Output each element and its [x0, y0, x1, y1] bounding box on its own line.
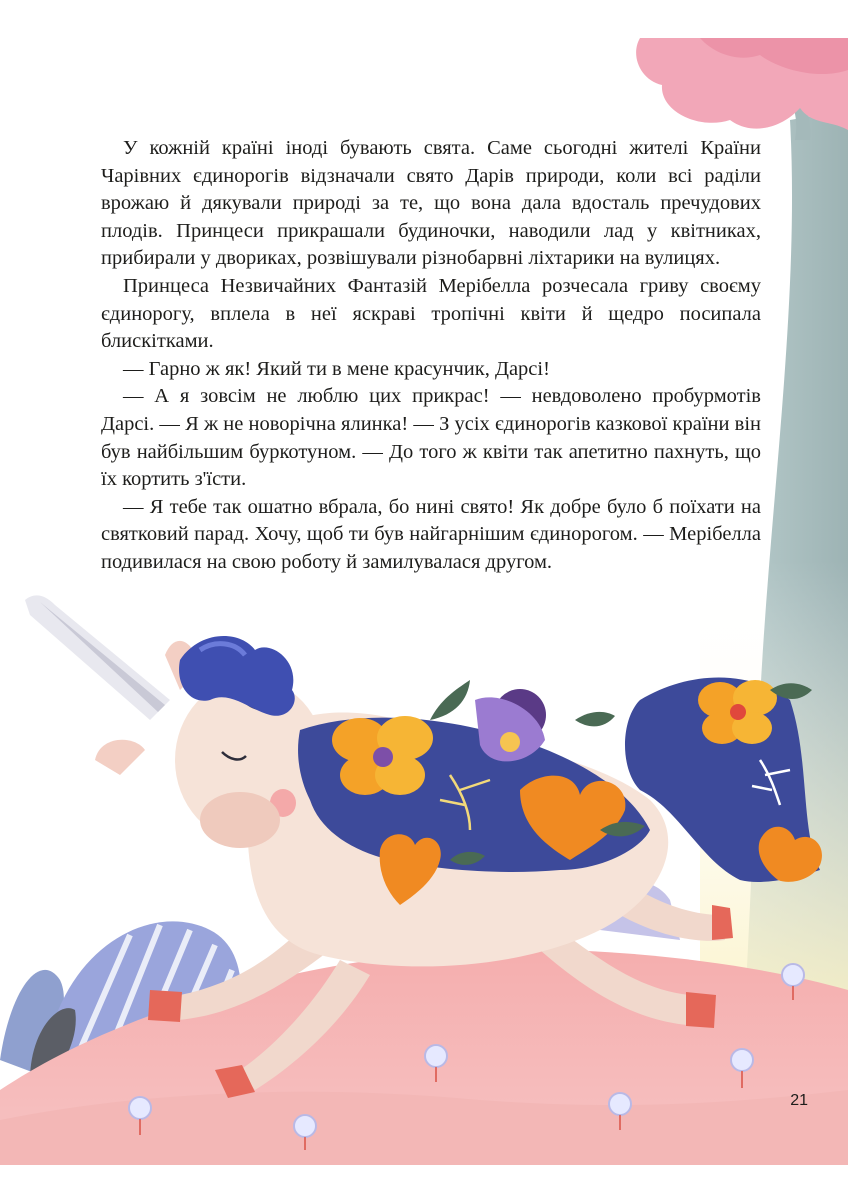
flower-center	[730, 704, 746, 720]
dialogue-line: — А я зовсім не люблю цих прикрас! — невдоволено пробурмотів Дарсі. — Я ж не новорічна ялинка! — З усіх єдинорогів казкової країни він був найбільшим буркотуном. — До того ж квіти так апетитно пахнуть, що їх кортить з'їсти.	[101, 385, 761, 491]
leaf	[575, 712, 615, 726]
page-number: 21	[790, 1092, 808, 1109]
flower-center	[500, 732, 520, 752]
unicorn-hoof	[712, 905, 733, 940]
story-text	[101, 135, 761, 577]
meadow-flower	[294, 1115, 316, 1137]
meadow-flower	[782, 964, 804, 986]
meadow-flower	[425, 1045, 447, 1067]
meadow-flower	[129, 1097, 151, 1119]
unicorn-snout	[200, 792, 280, 848]
unicorn-hoof	[148, 990, 182, 1022]
meadow-flower	[609, 1093, 631, 1115]
story-paragraph: Принцеса Незвичайних Фантазій Мерібелла розчесала гриву своєму єдинорогу, вплела в неї яскраві тропічні квіти й щедро посипала блискітками.	[101, 274, 761, 353]
leaf	[430, 680, 470, 720]
purple-flower	[475, 689, 546, 761]
dialogue-line: — Я тебе так ошатно вбрала, бо нині свято! Як добре було б поїхати на святковий парад. Хочу, щоб ти був найгарнішим єдинорогом. — Мерібелла подивилася на свою роботу й замилувалася другом.	[101, 495, 761, 573]
yellow-flower-tail	[698, 680, 777, 744]
flower-center	[373, 747, 393, 767]
unicorn-horn-shade	[40, 602, 165, 712]
story-paragraph: У кожній країні іноді бувають свята. Саме сьогодні жителі Країни Чарівних єдинорогів відзначали свято Дарів природи, коли всі раділи врожаю й дякували природі за те, що вона дала вдосталь пречудових плодів. Принцеси прикрашали будиночки, наводили лад у квітниках, прибирали у дворикax, розвішували різнобарвні ліхтарики на вулицях.	[101, 137, 761, 270]
yellow-flower	[332, 716, 433, 795]
meadow-flower	[731, 1049, 753, 1071]
unicorn-hoof	[686, 992, 716, 1028]
unicorn-ear	[95, 740, 145, 775]
dialogue-line: — Гарно ж як! Який ти в мене красунчик, Дарсі!	[123, 357, 550, 380]
